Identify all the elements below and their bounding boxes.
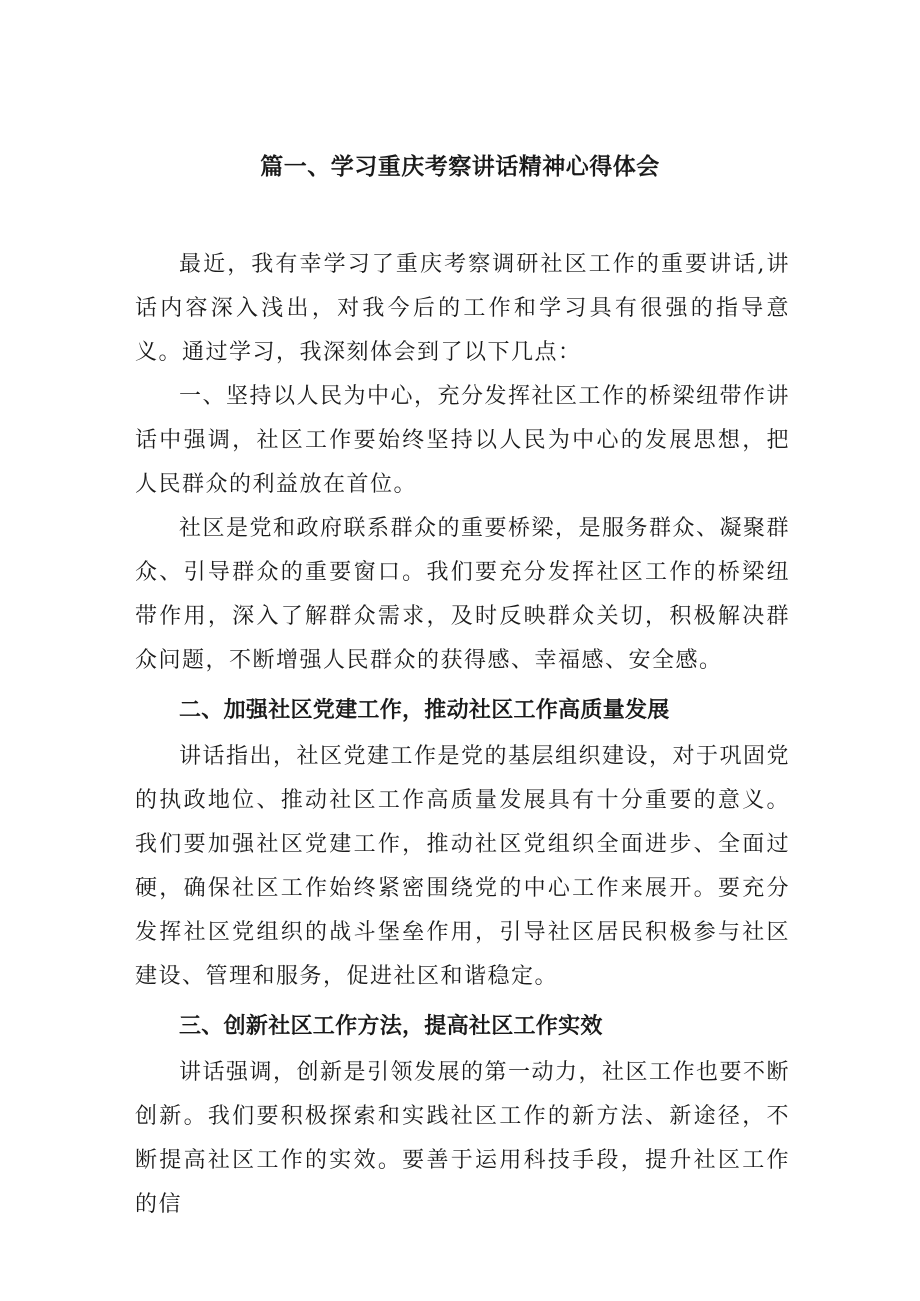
section-heading-three: 三、创新社区工作方法，提高社区工作实效 (179, 1014, 603, 1039)
section-heading-two: 二、加强社区党建工作，推动社区工作高质量发展 (179, 698, 670, 723)
document-body (135, 243, 790, 1227)
document-title: 篇一、学习重庆考察讲话精神心得体会 (260, 154, 660, 180)
paragraph-innovation: 讲话强调，创新是引领发展的第一动力，社区工作也要不断创新。我们要积极探索和实践社区工作的新方法、新途径，不断提高社区工作的实效。要善于运用科技手段，提升社区工作的信 (135, 1060, 791, 1217)
paragraph-point-one: 一、坚持以人民为中心，充分发挥社区工作的桥梁纽带作讲话中强调，社区工作要始终坚持以人民为中心的发展思想，把人民群众的利益放在首位。 (135, 384, 791, 497)
paragraph-community-bridge: 社区是党和政府联系群众的重要桥梁，是服务群众、凝聚群众、引导群众的重要窗口。我们要充分发挥社区工作的桥梁纽带作用，深入了解群众需求，及时反映群众关切，积极解决群众问题，不断增强人民群众的获得感、幸福感、安全感。 (135, 516, 791, 673)
paragraph-party-building: 讲话指出，社区党建工作是党的基层组织建设，对于巩固党的执政地位、推动社区工作高质量发展具有十分重要的意义。我们要加强社区党建工作，推动社区党组织全面进步、全面过硬，确保社区工作始终紧密围绕党的中心工作来展开。要充分发挥社区党组织的战斗堡垒作用，引导社区居民积极参与社区建设、管理和服务，促进社区和谐稳定。 (135, 744, 791, 989)
paragraph-intro: 最近，我有幸学习了重庆考察调研社区工作的重要讲话,讲话内容深入浅出，对我今后的工作和学习具有很强的指导意义。通过学习，我深刻体会到了以下几点： (135, 252, 790, 365)
